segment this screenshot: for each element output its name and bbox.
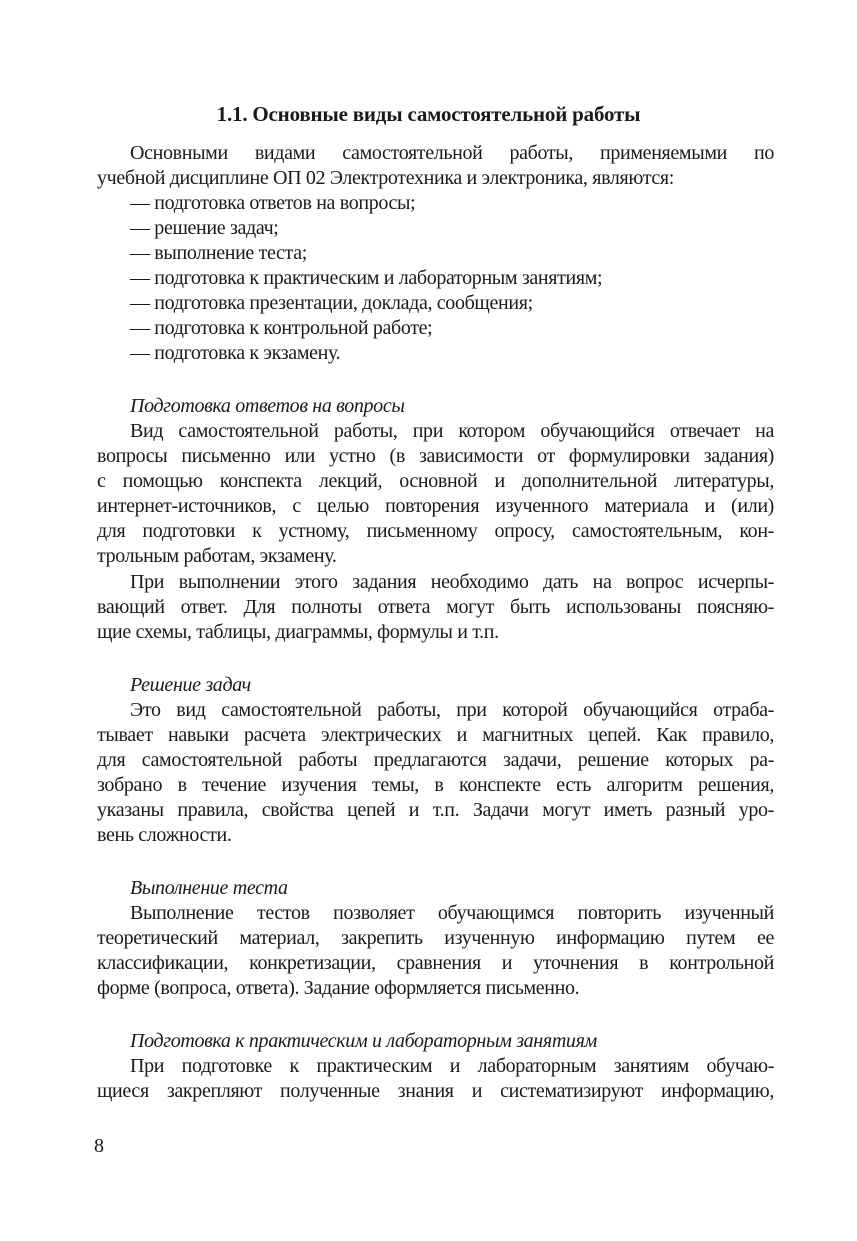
paragraph-line: с помощью конспекта лекций, основной и дополнительной литературы,	[97, 470, 774, 492]
paragraph-line: Вид самостоятельной работы, при котором обучающийся отвечает на	[130, 420, 774, 442]
paragraph-line: тывает навыки расчета электрических и магнитных цепей. Как правило,	[97, 724, 774, 746]
paragraph-line: вопросы письменно или устно (в зависимости от формулировки задания)	[97, 445, 774, 467]
paragraph-line: вающий ответ. Для полноты ответа могут быть использованы поясняю-	[97, 596, 774, 618]
paragraph-line: классификации, конкретизации, сравнения и уточнения в контрольной	[97, 952, 774, 974]
paragraph-line: теоретический материал, закрепить изученную информацию путем ее	[97, 927, 774, 949]
subsection-title: Выполнение теста	[130, 877, 288, 899]
paragraph-line: указаны правила, свойства цепей и т.п. Задачи могут иметь разный уро-	[97, 799, 774, 821]
paragraph-line: При выполнении этого задания необходимо дать на вопрос исчерпы-	[130, 571, 774, 593]
list-item: — подготовка к контрольной работе;	[130, 317, 433, 339]
page-number: 8	[94, 1135, 104, 1157]
paragraph-line: форме (вопроса, ответа). Задание оформляется письменно.	[97, 977, 580, 999]
paragraph-line: При подготовке к практическим и лабораторным занятиям обучаю-	[130, 1055, 774, 1077]
subsection-title: Подготовка ответов на вопросы	[130, 395, 405, 417]
paragraph-line: зобрано в течение изучения темы, в конспекте есть алгоритм решения,	[97, 774, 774, 796]
list-item: — выполнение теста;	[130, 242, 307, 264]
paragraph-line: для самостоятельной работы предлагаются задачи, решение которых ра-	[97, 749, 774, 771]
intro-line: Основными видами самостоятельной работы, применяемыми по	[130, 142, 774, 164]
subsection-title: Подготовка к практическим и лабораторным занятиям	[130, 1030, 597, 1052]
paragraph-line: щие схемы, таблицы, диаграммы, формулы и т.п.	[97, 621, 499, 643]
paragraph-line: щиеся закрепляют полученные знания и систематизируют информацию,	[97, 1080, 774, 1102]
paragraph-line: Выполнение тестов позволяет обучающимся повторить изученный	[130, 902, 774, 924]
list-item: — решение задач;	[130, 217, 279, 239]
list-item: — подготовка к экзамену.	[130, 342, 341, 364]
paragraph-line: трольным работам, экзамену.	[97, 545, 337, 567]
section-heading: 1.1. Основные виды самостоятельной работы	[216, 102, 641, 126]
paragraph-line: вень сложности.	[97, 824, 232, 846]
intro-line: учебной дисциплине ОП 02 Электротехника и электроника, являются:	[97, 167, 674, 189]
paragraph-line: для подготовки к устному, письменному опросу, самостоятельным, кон-	[97, 520, 774, 542]
paragraph-line: Это вид самостоятельной работы, при которой обучающийся отраба-	[130, 699, 774, 721]
list-item: — подготовка к практическим и лабораторным занятиям;	[130, 267, 603, 289]
paragraph-line: интернет-источников, с целью повторения изученного материала и (или)	[97, 495, 774, 517]
list-item: — подготовка ответов на вопросы;	[130, 192, 416, 214]
subsection-title: Решение задач	[130, 674, 251, 696]
list-item: — подготовка презентации, доклада, сообщения;	[130, 292, 533, 314]
